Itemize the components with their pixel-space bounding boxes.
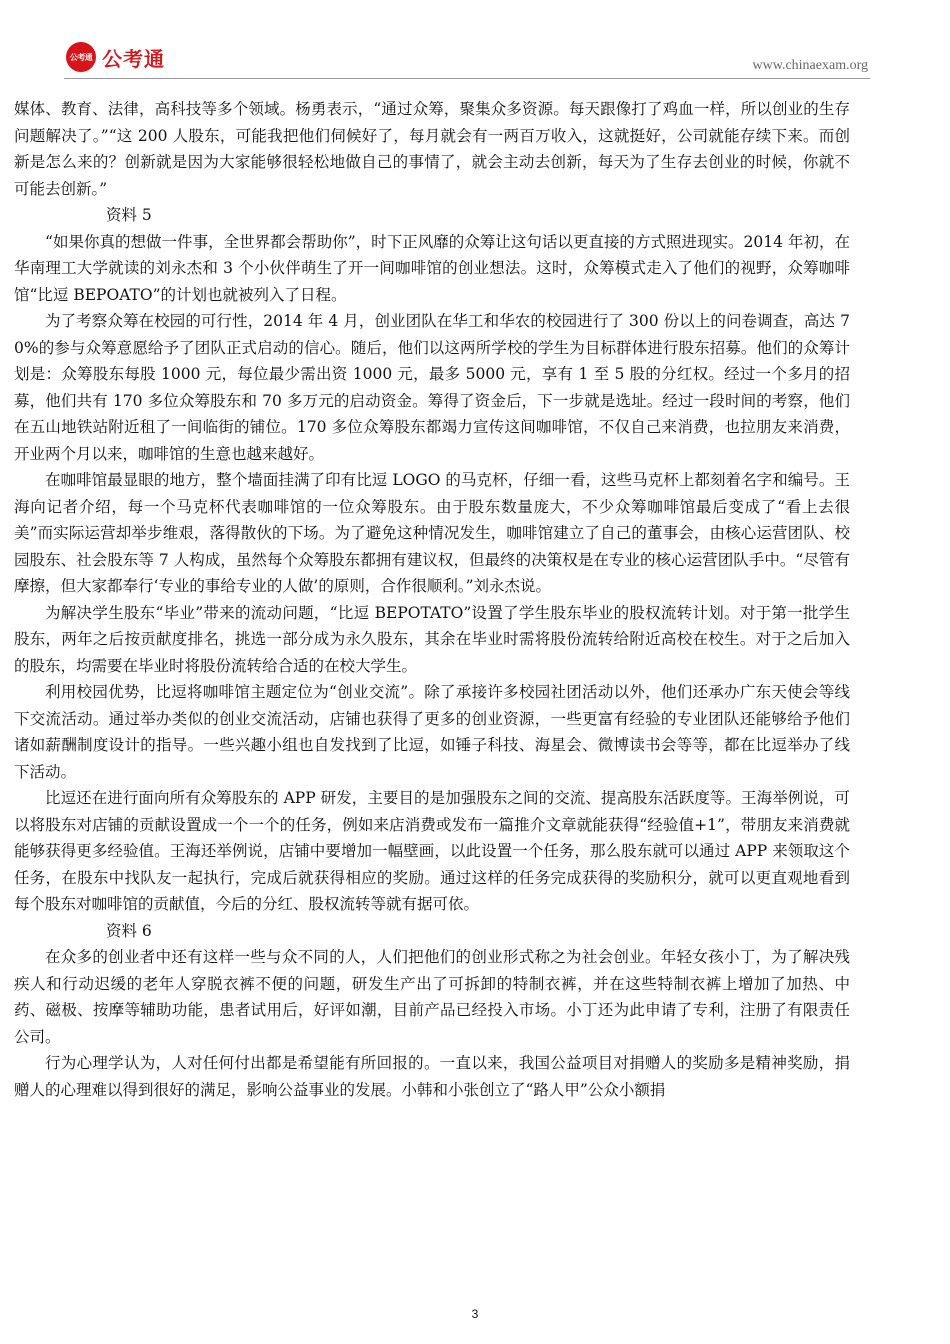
logo-text: 公考通 bbox=[102, 46, 165, 71]
brand-logo[interactable] bbox=[66, 42, 165, 72]
paragraph: 在咖啡馆最显眼的地方，整个墙面挂满了印有比逗 LOGO 的马克杯，仔细一看，这些马克杯上都刻着名字和编号。王海向记者介绍，每一个马克杯代表咖啡馆的一位众筹股东。由于股东数量庞大，不少众筹咖啡馆最后变成了“看上去很美”而实际运营却举步维艰，落得散伙的下场。为了避免这种情况发生，咖啡馆建立了自己的董事会，由核心运营团队、校园股东、社会股东等 7 人构成，虽然每个众筹股东都拥有建议权，但最终的决策权是在专业的核心运营团队手中。“尽管有摩擦，但大家都奉行‘专业的事给专业的人做’的原则，合作很顺利。”刘永杰说。 bbox=[14, 471, 850, 595]
document-body bbox=[14, 96, 850, 1103]
section-label-5: 资料 5 bbox=[106, 206, 152, 224]
logo-badge-icon: 公考通 bbox=[66, 42, 96, 72]
paragraph: 在众多的创业者中还有这样一些与众不同的人，人们把他们的创业形式称之为社会创业。年轻女孩小丁，为了解决残疾人和行动迟缓的老年人穿脱衣裤不便的问题，研发生产出了可拆卸的特制衣裤，并在这些特制衣裤上增加了加热、中药、磁极、按摩等辅助功能，患者试用后，好评如潮，目前产品已经投入市场。小丁还为此申请了专利，注册了有限责任公司。 bbox=[14, 948, 850, 1046]
section-label-6: 资料 6 bbox=[106, 921, 152, 940]
page-header bbox=[0, 0, 950, 80]
header-divider bbox=[64, 78, 870, 79]
paragraph: 为解决学生股东“毕业”带来的流动问题，“比逗 BEPOTATO”设置了学生股东毕业的股权流转计划。对于第一批学生股东，两年之后按贡献度排名，挑选一部分成为永久股东，其余在毕业时需将股份流转给附近高校在校生。对于之后加入的股东，均需要在毕业时将股份流转给合适的在校大学生。 bbox=[14, 603, 850, 675]
paragraph: 利用校园优势，比逗将咖啡馆主题定位为“创业交流”。除了承接许多校园社团活动以外，他们还承办广东天使会等线下交流活动。通过举办类似的创业交流活动，店铺也获得了更多的创业资源，一些更富有经验的专业团队还能够给予他们诸如薪酬制度设计的指导。一些兴趣小组也自发找到了比逗，如锤子科技、海星会、微博读书会等等，都在比逗举办了线下活动。 bbox=[14, 683, 850, 781]
page-number: 3 bbox=[471, 1307, 479, 1321]
site-url[interactable]: www.chinaexam.org bbox=[752, 58, 868, 73]
paragraph: 为了考察众筹在校园的可行性，2014 年 4 月，创业团队在华工和华农的校园进行了 300 份以上的问卷调查，高达 70%的参与众筹意愿给予了团队正式启动的信心。随后，他们以这两所学校的学生为目标群体进行股东招募。他们的众筹计划是：众筹股东每股 1000 元，每位最少需出资 1000 元，最多 5000 元，享有 1 至 5 股的分红权。经过一个多月的招募，他们共有 170 多位众筹股东和 70 多万元的启动资金。筹得了资金后，下一步就是选址。经过一段时间的考察，他们在五山地铁站附近租了一间临街的铺位。170 多位众筹股东都竭力宣传这间咖啡馆，不仅自己来消费，也拉朋友来消费，开业两个月以来，咖啡馆的生意也越来越好。 bbox=[14, 312, 850, 463]
paragraph-continued: 媒体、教育、法律，高科技等多个领域。杨勇表示，“通过众筹，聚集众多资源。每天跟像打了鸡血一样，所以创业的生存问题解决了。”“这 200 人股东，可能我把他们伺候好了，每月就会有一两百万收入，这就挺好，公司就能存续下来。而创新是怎么来的？创新就是因为大家能够很轻松地做自己的事情了，就会主动去创新，每天为了生存去创业的时候，你就不可能去创新。” bbox=[14, 100, 850, 198]
paragraph: “如果你真的想做一件事，全世界都会帮助你”，时下正风靡的众筹让这句话以更直接的方式照进现实。2014 年初，在华南理工大学就读的刘永杰和 3 个小伙伴萌生了开一间咖啡馆的创业想法。这时，众筹模式走入了他们的视野，众筹咖啡馆“比逗 BEPOATO”的计划也就被列入了日程。 bbox=[14, 232, 850, 304]
paragraph: 比逗还在进行面向所有众筹股东的 APP 研发，主要目的是加强股东之间的交流、提高股东活跃度等。王海举例说，可以将股东对店铺的贡献设置成一个一个的任务，例如来店消费或发布一篇推介文章就能获得“经验值+1”，带朋友来消费就能够获得更多经验值。王海还举例说，店铺中要增加一幅壁画，以此设置一个任务，那么股东就可以通过 APP 来领取这个任务，在股东中找队友一起执行，完成后就获得相应的奖励。通过这样的任务完成获得的奖励积分，就可以更直观地看到每个股东对咖啡馆的贡献值，今后的分红、股权流转等就有据可依。 bbox=[14, 789, 850, 913]
paragraph: 行为心理学认为，人对任何付出都是希望能有所回报的。一直以来，我国公益项目对捐赠人的奖励多是精神奖励，捐赠人的心理难以得到很好的满足，影响公益事业的发展。小韩和小张创立了“路人甲”公众小额捐 bbox=[14, 1054, 850, 1099]
